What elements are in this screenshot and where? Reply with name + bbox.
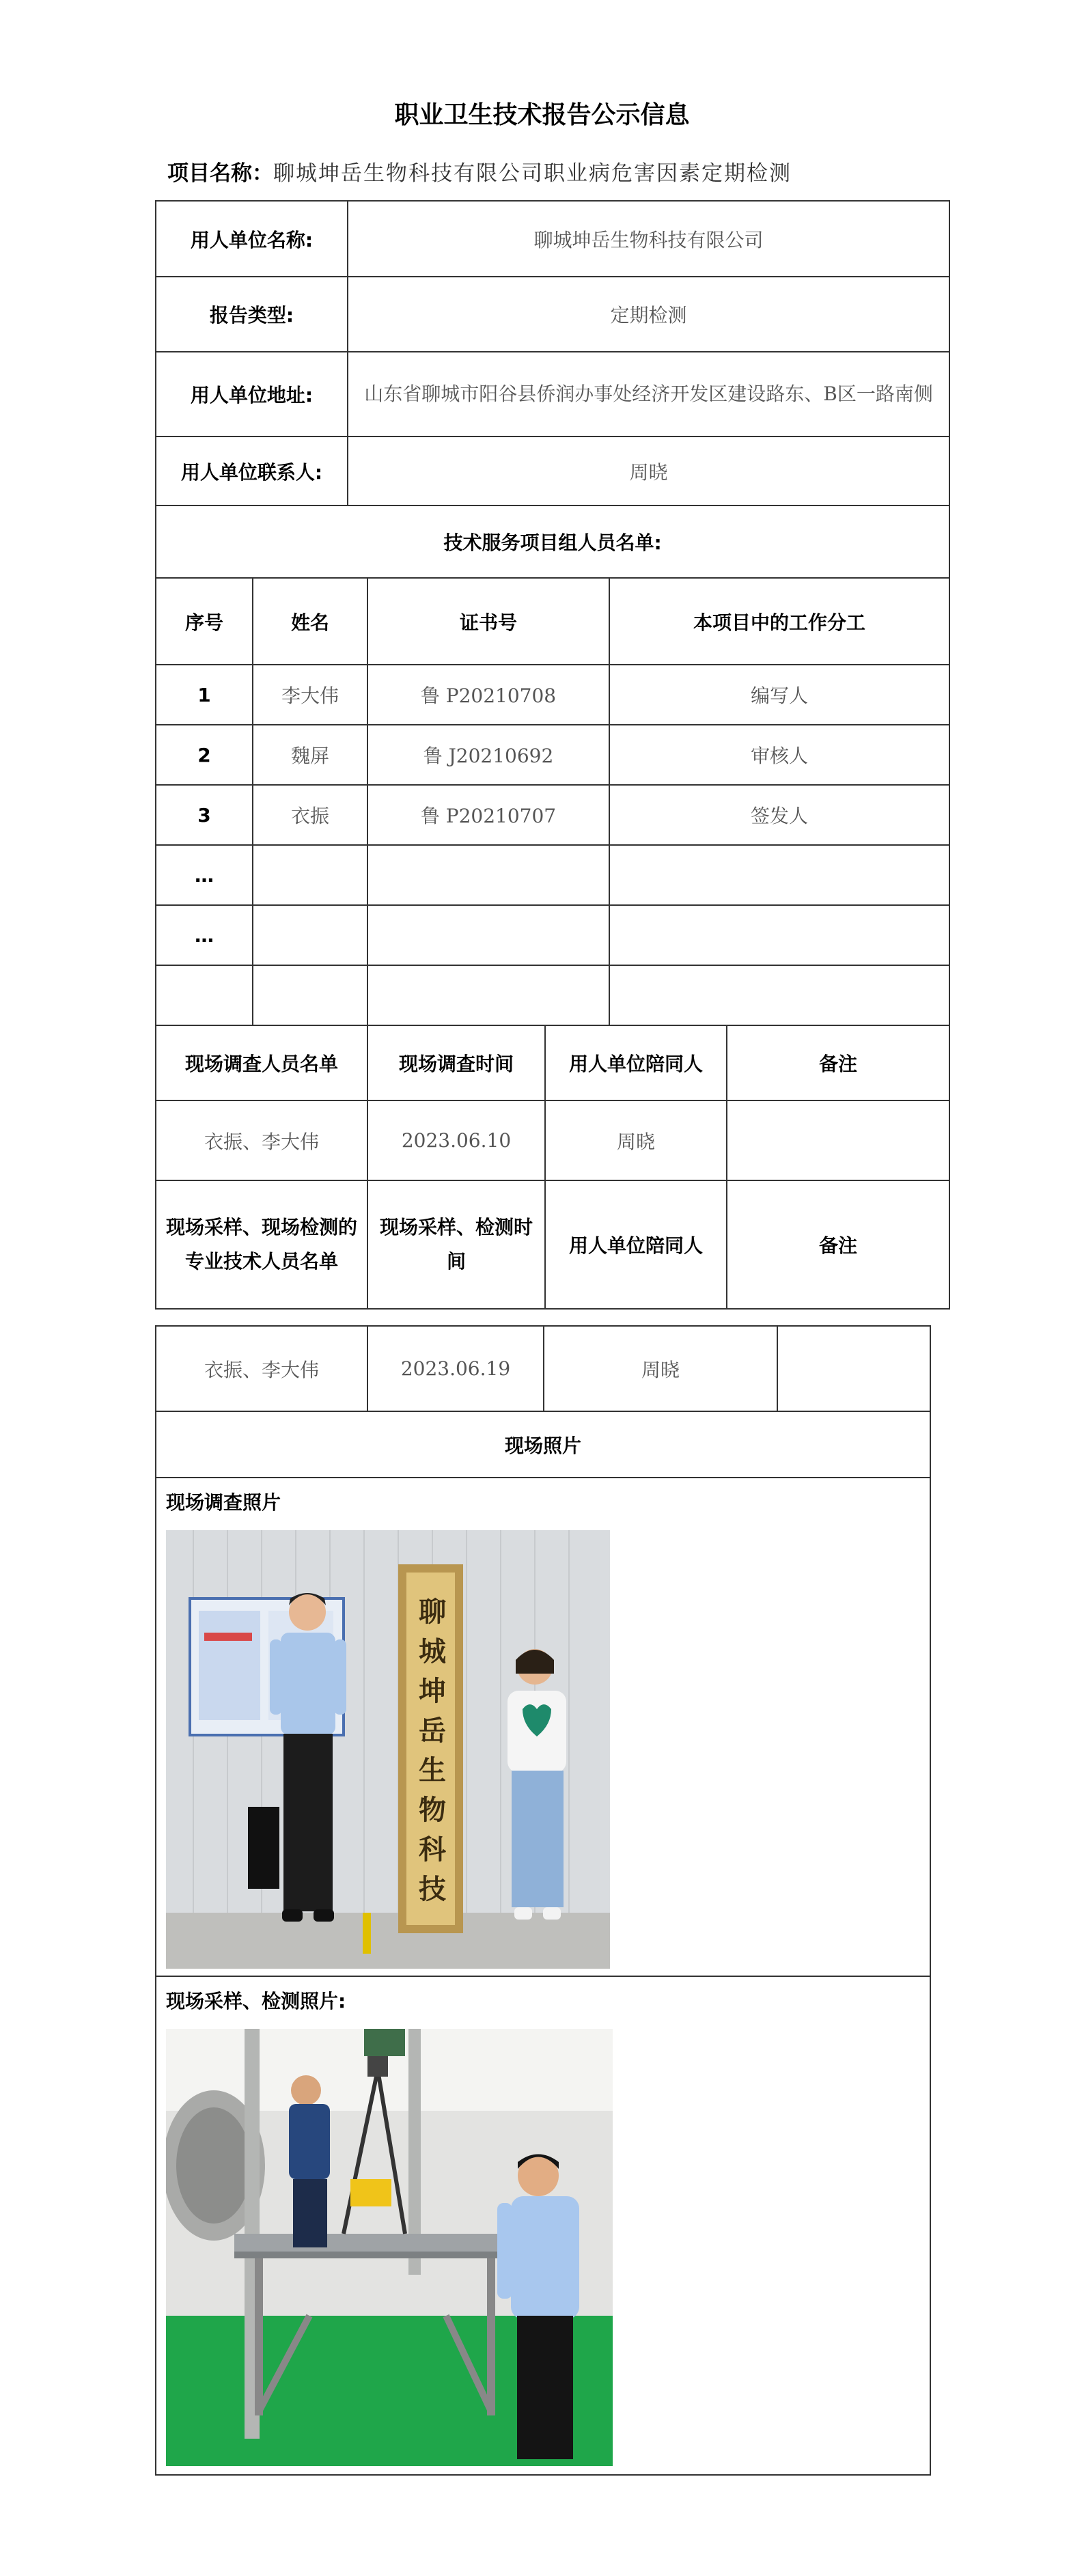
contact-label: 用人单位联系人: [156, 437, 348, 505]
table-row [156, 905, 949, 965]
row-name: 魏屏 [253, 725, 367, 785]
team-heading: 技术服务项目组人员名单: [156, 505, 949, 578]
table-row [156, 965, 949, 1025]
sampling-note [777, 1326, 930, 1411]
sampling-header-note: 备注 [727, 1180, 949, 1309]
team-header-name: 姓名 [253, 578, 367, 665]
sampling-header-people: 现场采样、现场检测的专业技术人员名单 [156, 1180, 367, 1309]
survey-date: 2023.06.10 [367, 1100, 545, 1180]
company-address-label: 用人单位地址: [156, 352, 348, 437]
row-name: 衣振 [253, 785, 367, 845]
survey-people: 衣振、李大伟 [156, 1100, 367, 1180]
row-name: 李大伟 [253, 665, 367, 725]
row-no: 2 [156, 725, 253, 785]
contact-value: 周晓 [348, 437, 949, 505]
table-row [156, 725, 949, 785]
report-type-value: 定期检测 [348, 277, 949, 352]
page-title: 职业卫生技术报告公示信息 [394, 101, 690, 129]
team-header-no: 序号 [156, 578, 253, 665]
row-role: 签发人 [609, 785, 949, 845]
row-cert [367, 965, 609, 1025]
survey-escort: 周晓 [545, 1100, 727, 1180]
row-role [609, 905, 949, 965]
survey-photo-cell [156, 1478, 930, 1976]
sampling-header-escort: 用人单位陪同人 [545, 1180, 727, 1309]
company-name-label: 用人单位名称: [156, 201, 348, 277]
info-table [155, 200, 950, 1310]
row-name [253, 905, 367, 965]
team-header-cert: 证书号 [367, 578, 609, 665]
survey-header-escort: 用人单位陪同人 [545, 1025, 727, 1100]
company-address-value: 山东省聊城市阳谷县侨润办事处经济开发区建设路东、B区一路南侧 [348, 352, 949, 437]
photo-table [155, 1325, 931, 2476]
row-cert [367, 905, 609, 965]
row-no: … [156, 905, 253, 965]
survey-photo-label: 现场调查照片 [166, 1491, 281, 1514]
report-type-label: 报告类型: [156, 277, 348, 352]
row-role [609, 965, 949, 1025]
table-row [156, 665, 949, 725]
sampling-header-time: 现场采样、检测时间 [367, 1180, 545, 1309]
row-cert: 鲁 P20210708 [367, 665, 609, 725]
company-sign: 聊城坤岳生物科技 [414, 1597, 447, 1902]
survey-note [727, 1100, 949, 1180]
sampling-date: 2023.06.19 [367, 1326, 544, 1411]
survey-header-people: 现场调查人员名单 [156, 1025, 367, 1100]
sampling-photo [166, 2029, 613, 2466]
row-no [156, 965, 253, 1025]
row-role: 编写人 [609, 665, 949, 725]
sampling-people: 衣振、李大伟 [156, 1326, 367, 1411]
survey-header-note: 备注 [727, 1025, 949, 1100]
row-name [253, 965, 367, 1025]
row-name [253, 845, 367, 905]
sampling-escort: 周晓 [544, 1326, 777, 1411]
company-name-value: 聊城坤岳生物科技有限公司 [348, 201, 949, 277]
row-no: 3 [156, 785, 253, 845]
row-cert: 鲁 P20210707 [367, 785, 609, 845]
sampling-photo-label: 现场采样、检测照片: [166, 1990, 346, 2012]
sampling-photo-cell [156, 1976, 930, 2475]
row-no: … [156, 845, 253, 905]
project-name-value: 聊城坤岳生物科技有限公司职业病危害因素定期检测 [273, 161, 792, 186]
row-role [609, 845, 949, 905]
row-role: 审核人 [609, 725, 949, 785]
row-cert [367, 845, 609, 905]
survey-photo [166, 1530, 610, 1969]
project-name-label: 项目名称： [167, 161, 273, 186]
row-no: 1 [156, 665, 253, 725]
team-header-role: 本项目中的工作分工 [609, 578, 949, 665]
table-row [156, 845, 949, 905]
row-cert: 鲁 J20210692 [367, 725, 609, 785]
survey-header-time: 现场调查时间 [367, 1025, 545, 1100]
photos-heading: 现场照片 [156, 1411, 930, 1478]
project-name [167, 156, 792, 186]
table-row [156, 785, 949, 845]
